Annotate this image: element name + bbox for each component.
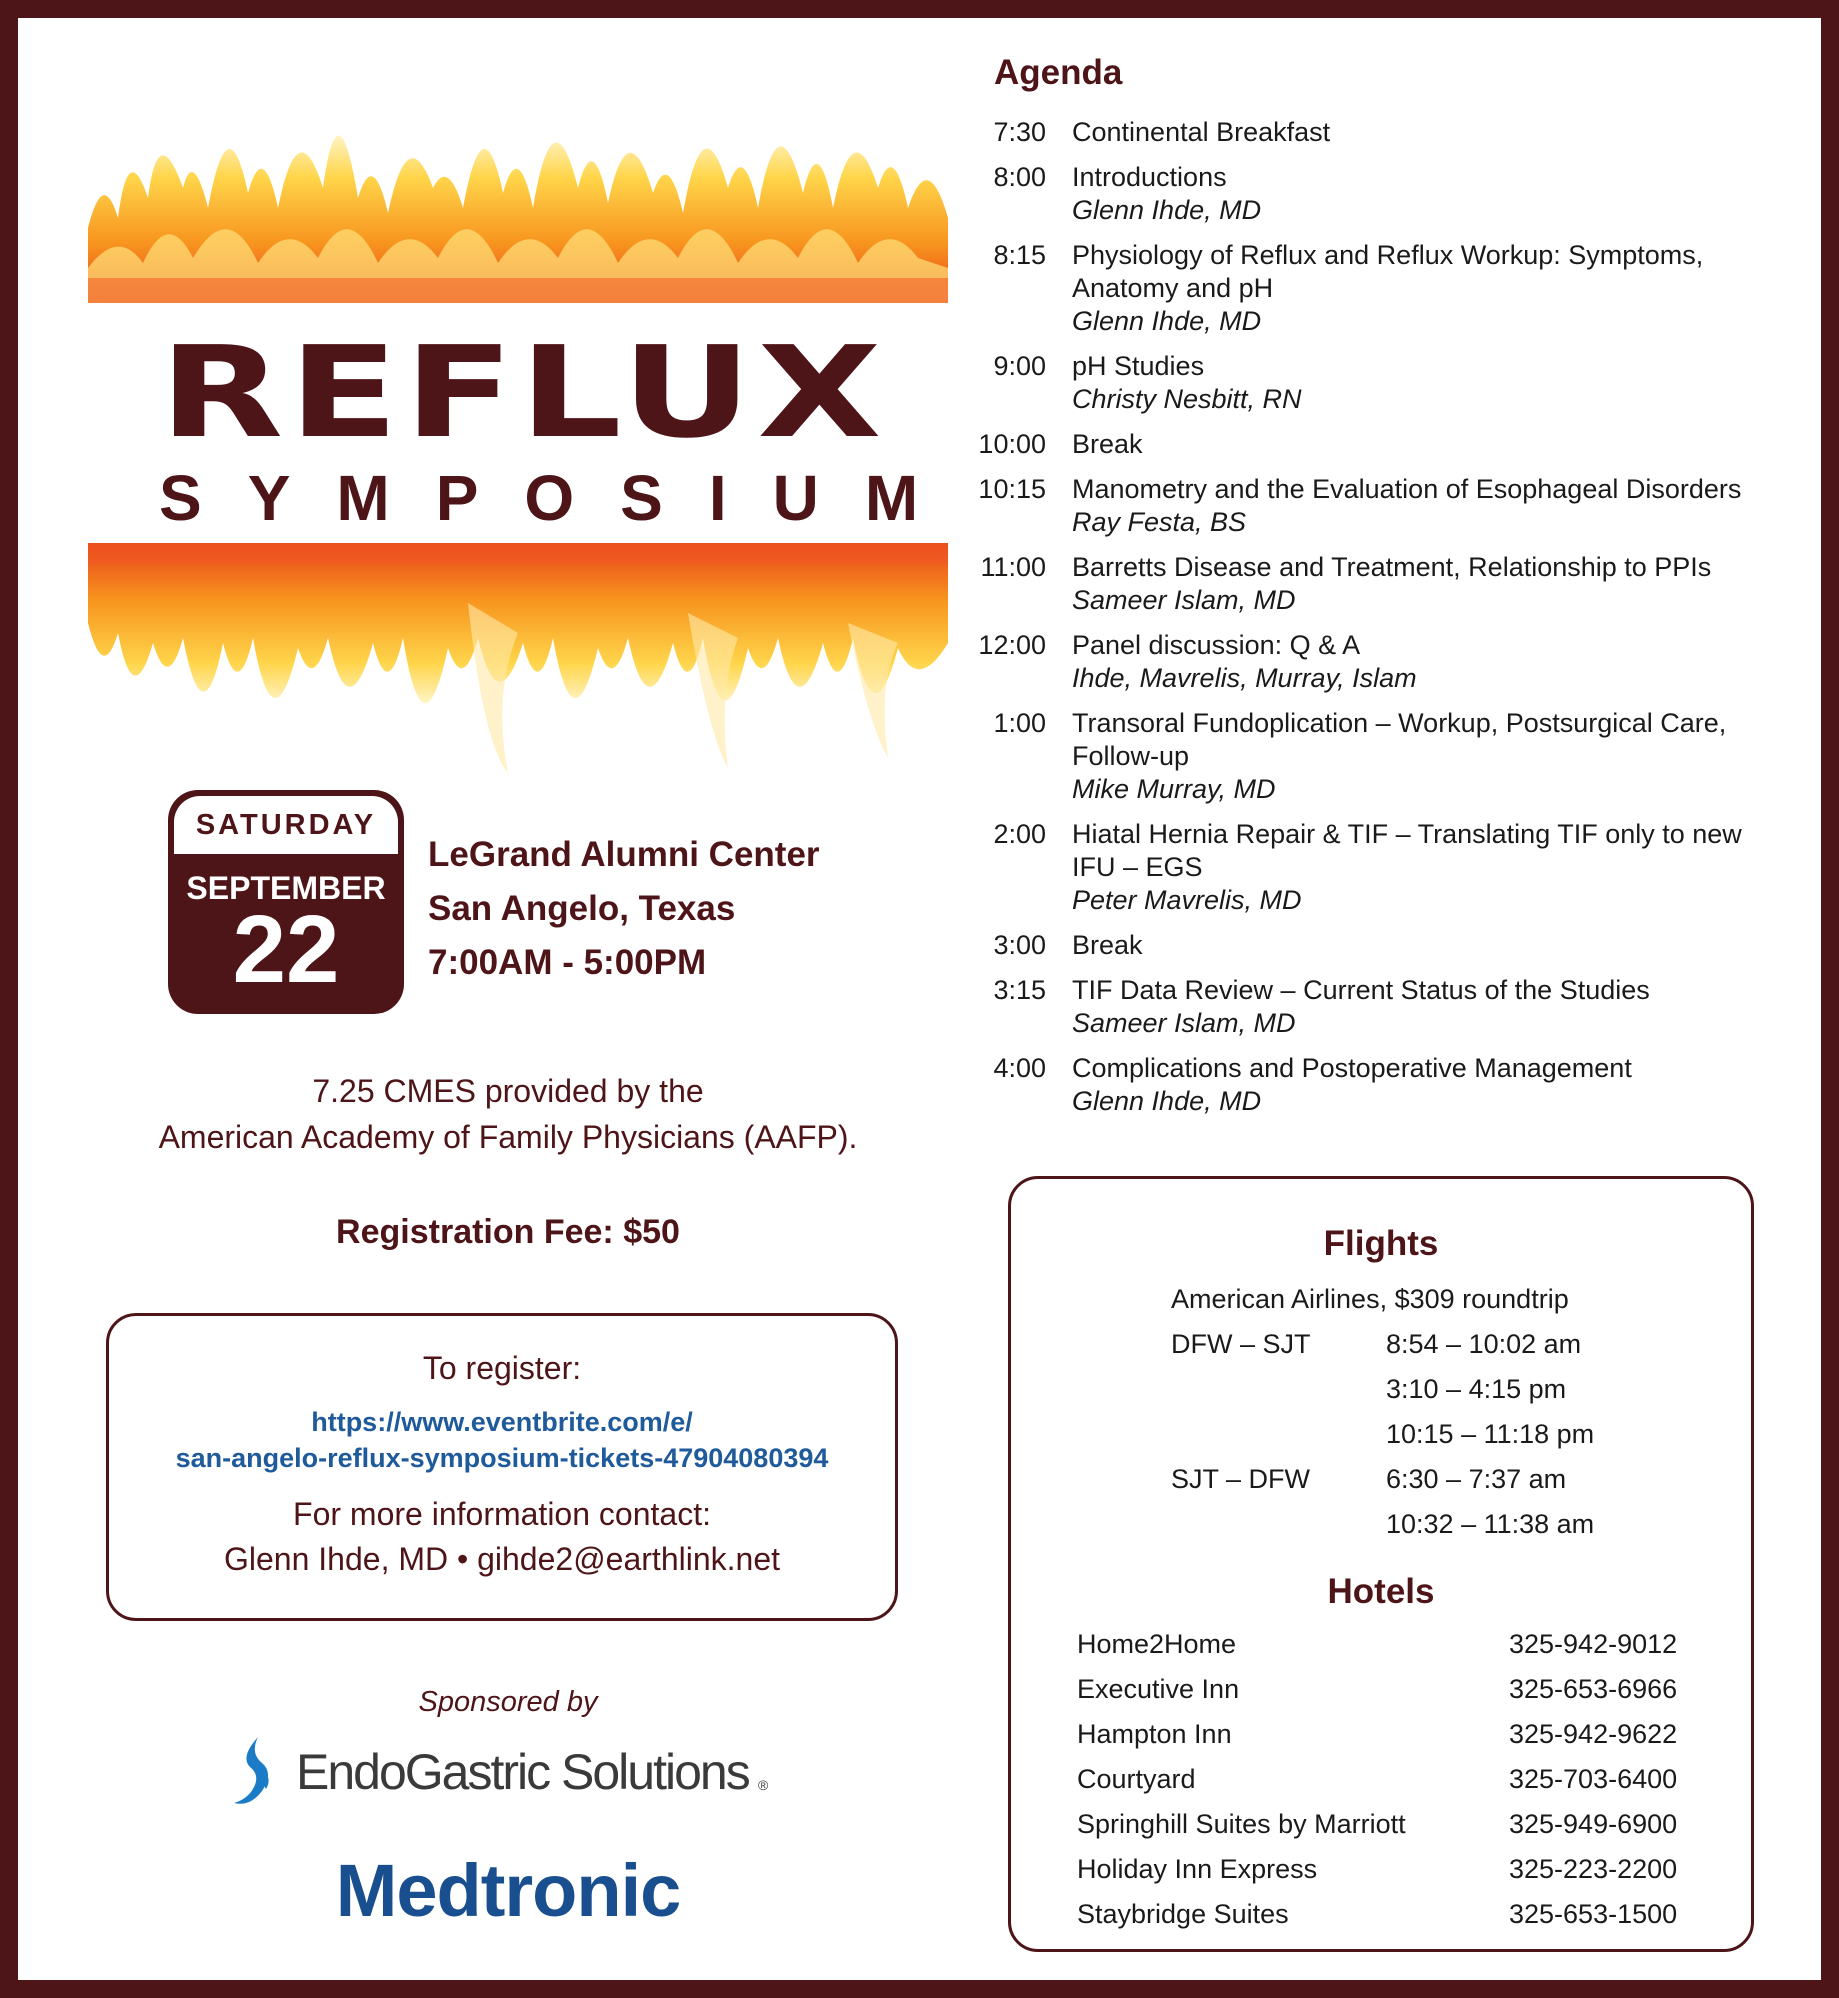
date-day: SATURDAY [174,796,398,854]
hotel-name: Courtyard [1077,1764,1196,1794]
hotel-name: Home2Home [1077,1629,1237,1659]
agenda-topic: Hiatal Hernia Repair & TIF – Translating TIF only to new IFU – EGS [1072,819,1742,882]
agenda-item [978,239,1798,338]
agenda-topic: Complications and Postoperative Management [1072,1053,1632,1083]
agenda-speaker: Sameer Islam, MD [1072,1008,1296,1038]
agenda-body [1072,551,1772,617]
flight-row [1171,1509,1711,1554]
flight-row [1171,1464,1711,1509]
agenda-speaker: Mike Murray, MD [1072,774,1276,804]
agenda-body [1072,428,1772,461]
venue-info [428,828,820,990]
flight-row [1171,1329,1711,1374]
agenda-speaker: Sameer Islam, MD [1072,585,1296,615]
agenda-item [978,116,1798,149]
flight-time: 10:15 – 11:18 pm [1386,1419,1595,1449]
agenda-speaker: Glenn Ihde, MD [1072,306,1262,336]
agenda-title: Agenda [994,53,1123,92]
hotel-row [1077,1629,1687,1674]
agenda-time: 9:00 [993,351,1046,381]
hotels-title: Hotels [1327,1572,1435,1611]
date-month: SEPTEMBER [186,870,386,906]
agenda-speaker: Glenn Ihde, MD [1072,1086,1262,1116]
flight-time: 6:30 – 7:37 am [1386,1464,1567,1494]
agenda-topic: Break [1072,429,1143,459]
medtronic-logo: Medtronic [335,1849,681,1932]
agenda-body [1072,929,1772,962]
agenda-body [1072,707,1772,806]
agenda-item [978,707,1798,806]
agenda-body [1072,473,1772,539]
hotel-phone: 325-942-9012 [1509,1629,1678,1659]
cme-line-1: 7.25 CMES provided by the [312,1073,704,1109]
endogastric-text: EndoGastric Solutions [296,1744,749,1800]
agenda-topic: Break [1072,930,1143,960]
agenda-item [978,818,1798,917]
title-symposium: SYMPOSIUM [159,462,965,534]
agenda-item [978,161,1798,227]
agenda-speaker: Peter Mavrelis, MD [1072,885,1302,915]
agenda-time: 10:00 [978,429,1046,459]
flight-row [1171,1419,1711,1464]
register-link-line-1[interactable]: https://www.eventbrite.com/e/ [311,1407,693,1437]
agenda-item [978,974,1798,1040]
agenda-speaker: Glenn Ihde, MD [1072,195,1262,225]
agenda-time: 8:15 [993,240,1046,270]
flight-time: 3:10 – 4:15 pm [1386,1374,1567,1404]
sponsored-by-label: Sponsored by [418,1686,598,1718]
agenda-body [1072,818,1772,917]
agenda-body [1072,974,1772,1040]
agenda-topic: Transoral Fundoplication – Workup, Postsurgical Care, Follow-up [1072,708,1727,771]
hotel-phone: 325-223-2200 [1509,1854,1678,1884]
agenda-topic: pH Studies [1072,351,1205,381]
agenda-time: 3:00 [993,930,1046,960]
agenda-body [1072,1052,1772,1118]
agenda-item [978,629,1798,695]
flights-airline: American Airlines, $309 roundtrip [1171,1284,1569,1314]
hotel-phone: 325-942-9622 [1509,1719,1678,1749]
agenda-speaker: Ray Festa, BS [1072,507,1247,537]
travel-info-box [1008,1176,1754,1952]
agenda-topic: TIF Data Review – Current Status of the Studies [1072,975,1650,1005]
hotel-name: Staybridge Suites [1077,1899,1289,1929]
hotel-row [1077,1809,1687,1854]
hotel-row [1077,1719,1687,1764]
agenda-body [1072,629,1772,695]
agenda-item [978,350,1798,416]
agenda-body [1072,161,1772,227]
contact-info: Glenn Ihde, MD • gihde2@earthlink.net [224,1541,780,1577]
agenda-time: 4:00 [993,1053,1046,1083]
flight-time: 8:54 – 10:02 am [1386,1329,1582,1359]
hotel-name: Hampton Inn [1077,1719,1232,1749]
agenda-time: 11:00 [980,552,1046,582]
venue-name: LeGrand Alumni Center [428,835,820,874]
flames-top-graphic [88,78,948,303]
flight-route: SJT – DFW [1171,1464,1311,1494]
flight-time: 10:32 – 11:38 am [1386,1509,1595,1539]
agenda-time: 2:00 [993,819,1046,849]
agenda-item [978,551,1798,617]
event-hours: 7:00AM - 5:00PM [428,943,707,982]
endogastric-swirl-icon [228,1733,288,1813]
agenda-item [978,929,1798,962]
agenda-topic: Introductions [1072,162,1227,192]
agenda-topic: Physiology of Reflux and Reflux Workup: Symptoms, Anatomy and pH [1072,240,1704,303]
agenda-topic: Barretts Disease and Treatment, Relationship to PPIs [1072,552,1712,582]
hotel-row [1077,1764,1687,1809]
agenda-time: 10:15 [978,474,1046,504]
register-label: To register: [422,1350,582,1386]
agenda-speaker: Christy Nesbitt, RN [1072,384,1302,414]
hotel-phone: 325-703-6400 [1509,1764,1678,1794]
agenda-time: 12:00 [978,630,1046,660]
register-link[interactable] [109,1404,895,1476]
agenda-item [978,473,1798,539]
more-info-label: For more information contact: [293,1496,711,1532]
agenda-speaker: Ihde, Mavrelis, Murray, Islam [1072,663,1417,693]
agenda-body [1072,239,1772,338]
hotel-row [1077,1674,1687,1719]
agenda-item [978,428,1798,461]
agenda-list [978,116,1798,1130]
venue-city: San Angelo, Texas [428,889,736,928]
agenda-body [1072,116,1772,149]
title-reflux: REFLUX [159,319,887,466]
registered-mark: ® [758,1777,769,1793]
flyer-page [18,18,1821,1980]
registration-fee: Registration Fee: $50 [336,1213,680,1251]
date-badge [168,790,404,1014]
cme-credit-note [88,1068,928,1160]
hotel-phone: 325-653-6966 [1509,1674,1678,1704]
agenda-time: 7:30 [993,117,1046,147]
hotel-name: Holiday Inn Express [1077,1854,1318,1884]
agenda-item [978,1052,1798,1118]
agenda-topic: Panel discussion: Q & A [1072,630,1361,660]
agenda-time: 8:00 [993,162,1046,192]
agenda-topic: Manometry and the Evaluation of Esophageal Disorders [1072,474,1742,504]
flight-row [1171,1374,1711,1419]
register-box [106,1313,898,1621]
agenda-time: 1:00 [993,708,1046,738]
endogastric-logo [228,1733,788,1813]
flames-bottom-graphic [88,543,948,773]
date-number: 22 [232,896,340,1003]
hotel-row [1077,1899,1687,1944]
flight-route: DFW – SJT [1171,1329,1311,1359]
hotel-name: Springhill Suites by Marriott [1077,1809,1406,1839]
agenda-time: 3:15 [993,975,1046,1005]
agenda-body [1072,350,1772,416]
hotel-name: Executive Inn [1077,1674,1240,1704]
hotel-phone: 325-653-1500 [1509,1899,1678,1929]
register-link-line-2[interactable]: san-angelo-reflux-symposium-tickets-47904080394 [175,1443,829,1473]
flights-title: Flights [1323,1224,1439,1263]
cme-line-2: American Academy of Family Physicians (AAFP). [158,1119,858,1155]
agenda-topic: Continental Breakfast [1072,117,1331,147]
hotel-row [1077,1854,1687,1899]
hotel-phone: 325-949-6900 [1509,1809,1678,1839]
